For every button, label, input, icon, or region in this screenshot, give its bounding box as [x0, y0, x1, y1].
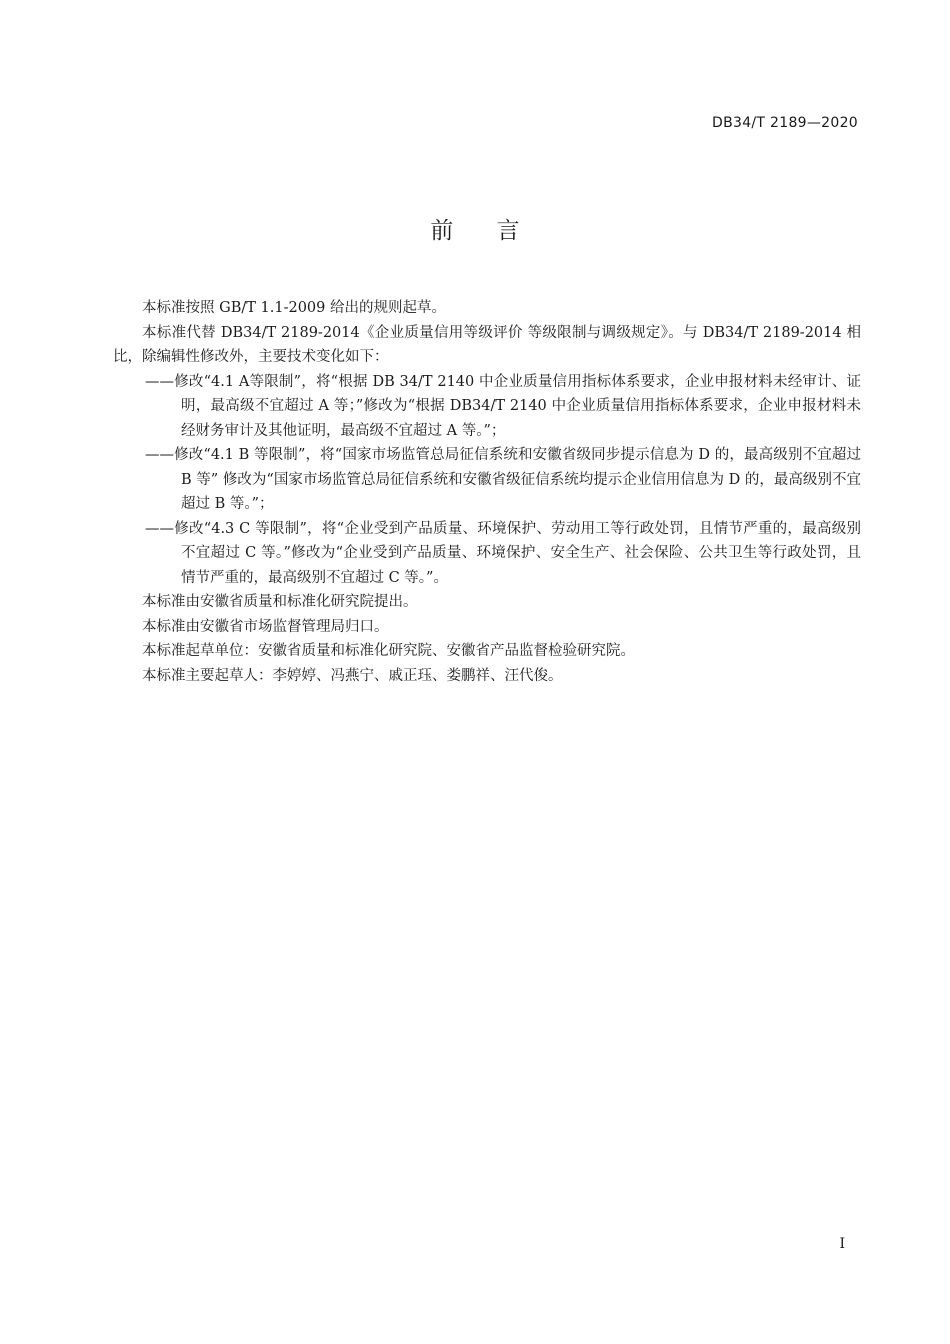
paragraph-drafting-units: 本标准起草单位：安徽省质量和标准化研究院、安徽省产品监督检验研究院。 [142, 643, 635, 659]
page-title: 前 言 [430, 218, 538, 244]
page-number: I [839, 1236, 845, 1252]
change-item-a-level: ——修改“4.1 A等限制”，将“根据 DB 34/T 2140 中企业质量信用指标体系要求，企业申报材料未经审计、证明，最高级不宜超过 A 等；”修改为“根据 DB34/T 2140 中企业质量信用指标体系要求，企业申报材料未经财务审计及其他证明，最高级不宜超过 A 等。”； [145, 373, 861, 439]
document-code: DB34/T 2189—2020 [712, 115, 858, 131]
change-item-b-level: ——修改“4.1 B 等限制”，将“国家市场监管总局征信系统和安徽省级同步提示信息为 D 的，最高级别不宜超过 B 等” 修改为“国家市场监管总局征信系统和安徽省级征信系统均提示企业信用信息为 D 的，最高级别不宜超过 B 等。”； [145, 447, 861, 512]
paragraph-administrator: 本标准由安徽省市场监督管理局归口。 [142, 618, 389, 635]
document-body [113, 296, 861, 688]
paragraph-drafters: 本标准主要起草人：李婷婷、冯燕宁、戚正珏、娄鹏祥、汪代俊。 [142, 667, 563, 684]
paragraph-replacement: 本标准代替 DB34/T 2189-2014《企业质量信用等级评价 等级限制与调级规定》。与 DB34/T 2189-2014 相比，除编辑性修改外，主要技术变化如下： [113, 324, 861, 365]
paragraph-proposer: 本标准由安徽省质量和标准化研究院提出。 [142, 594, 418, 610]
change-item-c-level: ——修改“4.3 C 等限制”，将“企业受到产品质量、环境保护、劳动用工等行政处罚，且情节严重的，最高级别不宜超过 C 等。”修改为“企业受到产品质量、环境保护、安全生产、社会保险、公共卫生等行政处罚，且情节严重的，最高级别不宜超过 C 等。”。 [145, 520, 861, 586]
paragraph-drafting-rules: 本标准按照 GB/T 1.1-2009 给出的规则起草。 [142, 300, 446, 316]
